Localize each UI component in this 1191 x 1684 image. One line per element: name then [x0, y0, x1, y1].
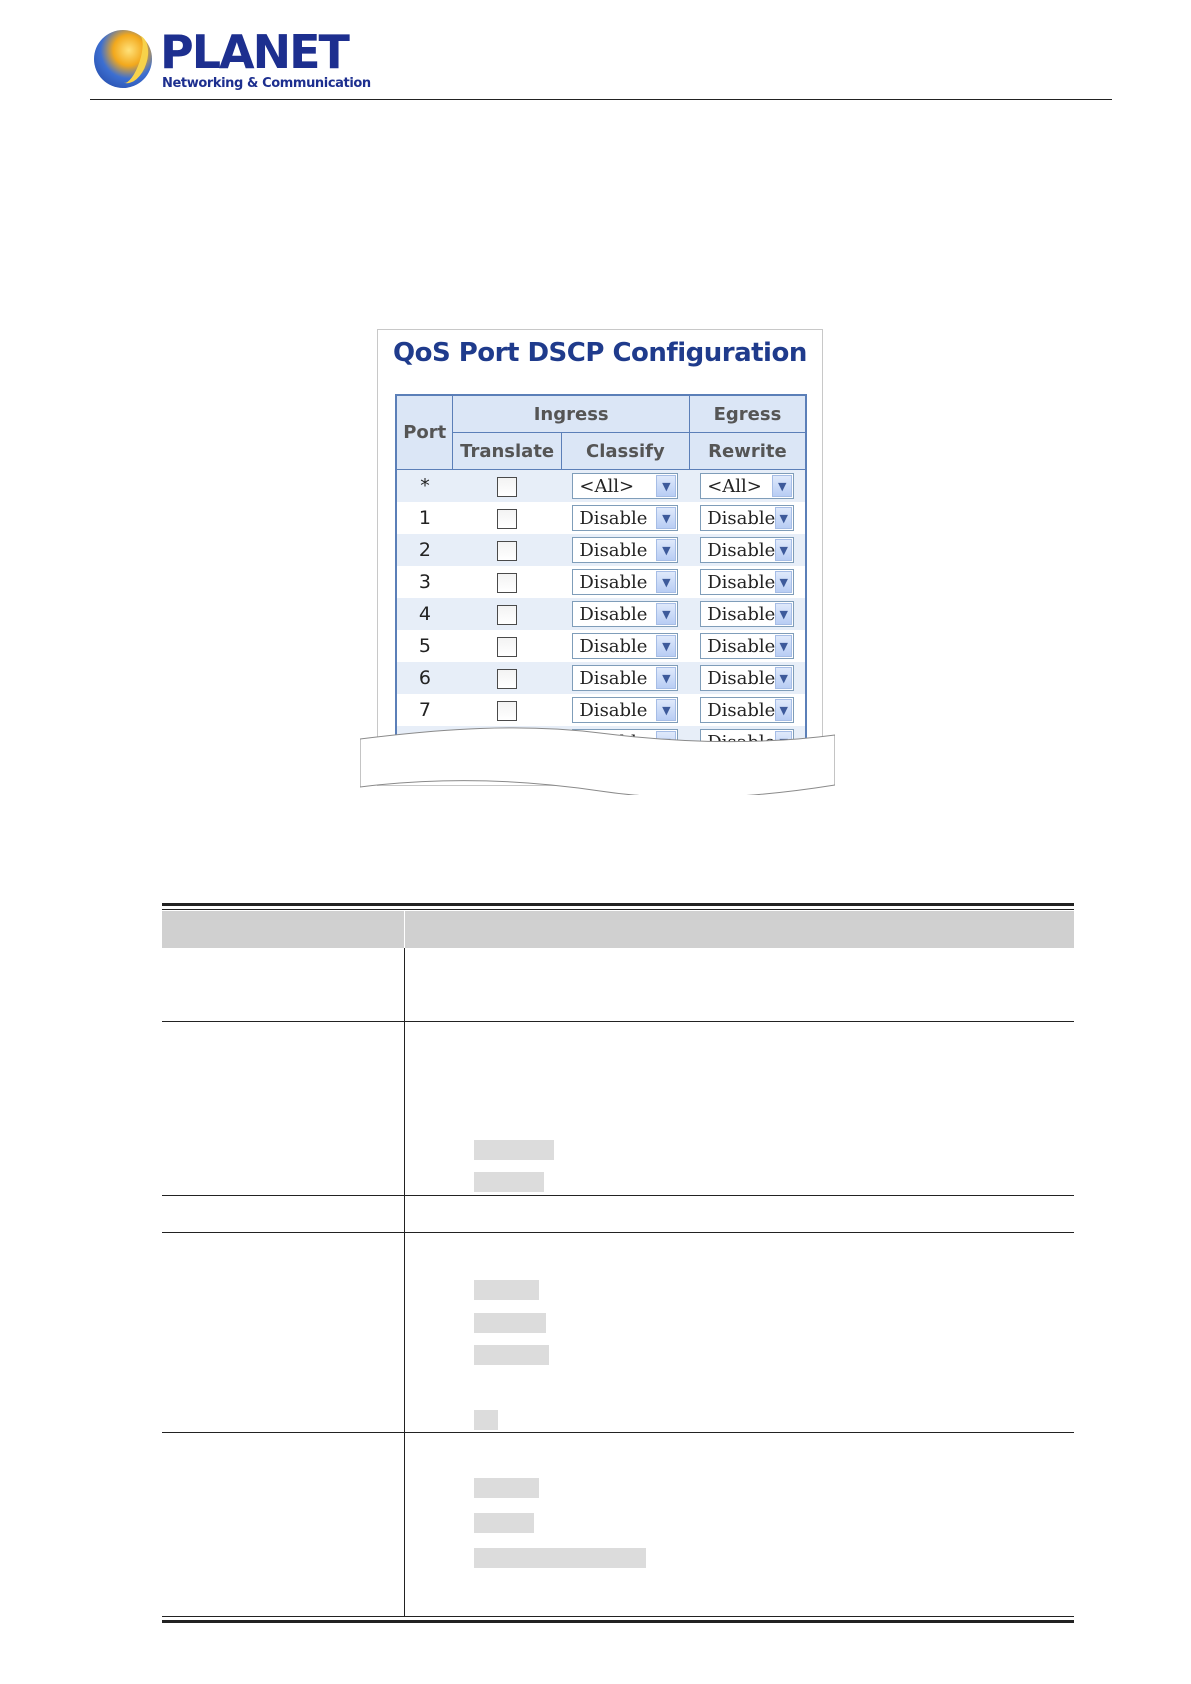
torn-edge-overlay [360, 725, 835, 795]
port-cell: * [396, 470, 453, 503]
classify-select[interactable]: Disable ▼ [572, 697, 678, 723]
col-ingress-header: Ingress [453, 395, 689, 433]
translate-checkbox[interactable] [497, 509, 517, 529]
chevron-down-icon: ▼ [656, 667, 676, 689]
table-bottom-rule [162, 1620, 1074, 1623]
translate-checkbox[interactable] [497, 701, 517, 721]
chevron-down-icon: ▼ [775, 635, 792, 657]
table-row [396, 662, 806, 694]
translate-checkbox[interactable] [497, 541, 517, 561]
rewrite-select[interactable]: Disable ▼ [700, 633, 794, 659]
table-row [396, 534, 806, 566]
table-top-rule [162, 909, 1074, 910]
option-highlight [474, 1478, 539, 1498]
translate-checkbox[interactable] [497, 573, 517, 593]
param-table-header [162, 911, 1074, 948]
port-cell: 6 [396, 662, 453, 694]
rewrite-select[interactable]: Disable ▼ [700, 665, 794, 691]
table-row [396, 470, 806, 503]
translate-checkbox[interactable] [497, 605, 517, 625]
port-cell: 5 [396, 630, 453, 662]
translate-checkbox[interactable] [497, 477, 517, 497]
option-highlight [474, 1172, 544, 1192]
chevron-down-icon: ▼ [656, 699, 676, 721]
col-egress-header: Egress [689, 395, 806, 433]
chevron-down-icon: ▼ [772, 475, 792, 497]
col-rewrite-header: Rewrite [689, 433, 806, 470]
header-divider [90, 99, 1112, 100]
row-divider [162, 1232, 1074, 1233]
option-highlight [474, 1140, 554, 1160]
option-highlight [474, 1280, 539, 1300]
option-highlight [474, 1345, 549, 1365]
rewrite-select[interactable]: Disable ▼ [700, 569, 794, 595]
row-divider [162, 1432, 1074, 1433]
panel-title: QoS Port DSCP Configuration [393, 338, 807, 368]
chevron-down-icon: ▼ [656, 539, 676, 561]
table-row [396, 502, 806, 534]
chevron-down-icon: ▼ [775, 667, 792, 689]
port-cell: 1 [396, 502, 453, 534]
rewrite-select[interactable]: Disable ▼ [700, 697, 794, 723]
option-highlight [474, 1548, 646, 1568]
table-row [396, 694, 806, 726]
table-row [396, 598, 806, 630]
classify-select[interactable]: Disable ▼ [572, 601, 678, 627]
param-column-divider [404, 948, 405, 1617]
option-highlight [474, 1313, 546, 1333]
port-cell: 3 [396, 566, 453, 598]
chevron-down-icon: ▼ [656, 603, 676, 625]
chevron-down-icon: ▼ [656, 507, 676, 529]
classify-select[interactable]: <All> ▼ [572, 473, 678, 499]
chevron-down-icon: ▼ [775, 603, 792, 625]
classify-select[interactable]: Disable ▼ [572, 569, 678, 595]
row-divider [162, 1021, 1074, 1022]
table-top-rule [162, 903, 1074, 906]
port-cell: 2 [396, 534, 453, 566]
table-row [396, 630, 806, 662]
chevron-down-icon: ▼ [775, 539, 792, 561]
rewrite-select[interactable]: <All> ▼ [700, 473, 794, 499]
translate-checkbox[interactable] [497, 637, 517, 657]
chevron-down-icon: ▼ [775, 571, 792, 593]
port-cell: 7 [396, 694, 453, 726]
planet-logo [92, 25, 371, 96]
chevron-down-icon: ▼ [656, 571, 676, 593]
col-port-header: Port [396, 395, 453, 470]
classify-select[interactable]: Disable ▼ [572, 665, 678, 691]
translate-checkbox[interactable] [497, 669, 517, 689]
chevron-down-icon: ▼ [775, 507, 792, 529]
rewrite-select[interactable]: Disable ▼ [700, 537, 794, 563]
qos-table-body [396, 470, 806, 760]
classify-select[interactable]: Disable ▼ [572, 633, 678, 659]
col-translate-header: Translate [453, 433, 561, 470]
table-bottom-rule [162, 1616, 1074, 1617]
qos-port-dscp-table [395, 394, 807, 760]
classify-select[interactable]: Disable ▼ [572, 537, 678, 563]
row-divider [162, 1195, 1074, 1196]
chevron-down-icon: ▼ [656, 635, 676, 657]
table-row [396, 566, 806, 598]
chevron-down-icon: ▼ [656, 475, 676, 497]
brand-name: PLANET [160, 25, 348, 79]
rewrite-select[interactable]: Disable ▼ [700, 601, 794, 627]
option-highlight [474, 1410, 498, 1430]
brand-tagline: Networking & Communication [162, 76, 371, 91]
port-cell: 4 [396, 598, 453, 630]
chevron-down-icon: ▼ [775, 699, 792, 721]
option-highlight [474, 1513, 534, 1533]
rewrite-select[interactable]: Disable ▼ [700, 505, 794, 531]
qos-dscp-screenshot [377, 329, 823, 786]
col-classify-header: Classify [561, 433, 689, 470]
classify-select[interactable]: Disable ▼ [572, 505, 678, 531]
